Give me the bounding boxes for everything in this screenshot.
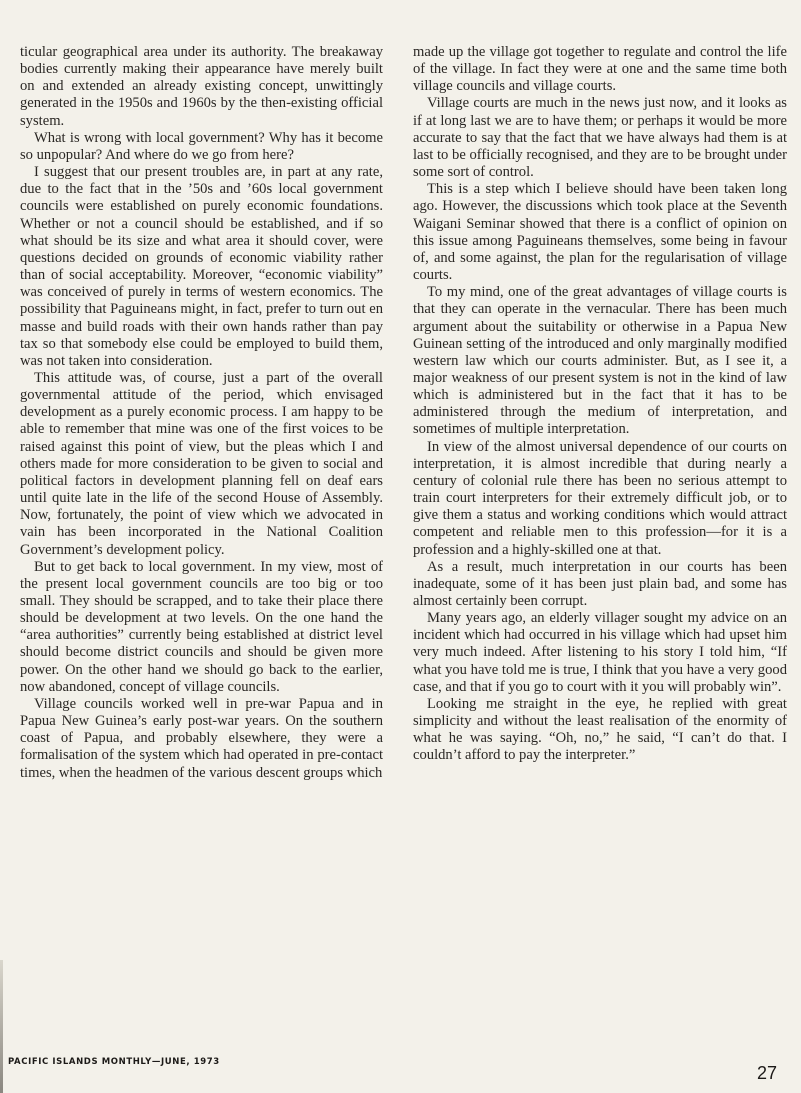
paragraph: Many years ago, an elderly villager sought my advice on an incident which had occurred in his village which had upset him very much indeed. After listening to his story I told him, “If what you have told me is true, I think that you have a very good case, and that if you go to court with it you will probably win”.: [413, 610, 787, 695]
page-number: 27: [757, 1063, 778, 1083]
paragraph: made up the village got together to regulate and control the life of the village. In fact they were at one and the same time both village councils and village courts.: [413, 44, 787, 95]
paragraph: I suggest that our present troubles are, in part at any rate, due to the fact that in the ’50s and ’60s local government councils were established on purely economic foundations. Whether or not a council should be established, and if so what should be its size and what area it should cover, were questions decided on grounds of economic viability rather than of social acceptability. Moreover, “economic viability” was conceived of purely in terms of western economics. The possibility that Paguineans might, in fact, prefer to turn out en masse and build roads with their own hands rather than pay tax so that somebody else could be employed to build them, was not taken into consideration.: [20, 164, 383, 369]
scan-edge-shadow: [0, 960, 3, 1093]
paragraph: But to get back to local government. In my view, most of the present local government councils are too big or too small. They should be scrapped, and to take their place there should be development at two levels. On the one hand the “area authorities” currently being established at district level should become district councils and should be given more power. On the other hand we should go back to the earlier, now abandoned, concept of village councils.: [20, 558, 383, 695]
paragraph: ticular geographical area under its authority. The breakaway bodies currently making their appearance have merely built on and extended an already existing concept, unwittingly generated in the 1950s and 1960s by the then-existing official system.: [20, 44, 383, 129]
paragraph: Looking me straight in the eye, he replied with great simplicity and without the least realisation of the enormity of what he was saying. “Oh, no,” he said, “I can’t do that. I couldn’t afford to pay the interpreter.”: [413, 695, 787, 764]
right-text-column: [413, 44, 787, 765]
paragraph: As a result, much interpretation in our courts has been inadequate, some of it has been just plain bad, and some has almost certainly been corrupt.: [413, 558, 787, 609]
left-text-column: [20, 44, 383, 782]
paragraph: In view of the almost universal dependence of our courts on interpretation, it is almost incredible that during nearly a century of colonial rule there has been no serious attempt to train court interpreters for their extremely difficult job, or to give them a status and working conditions which would attract competent and reliable men to this profession—for it is a profession and a highly-skilled one at that.: [413, 438, 787, 558]
paragraph: What is wrong with local government? Why has it become so unpopular? And where do we go from here?: [20, 129, 383, 163]
paragraph: Village councils worked well in pre-war Papua and in Papua New Guinea’s early post-war years. On the southern coast of Papua, and probably elsewhere, they were a formalisation of the system which had operated in pre-contact times, when the headmen of the various descent groups which: [20, 695, 383, 781]
paragraph: This is a step which I believe should have been taken long ago. However, the discussions which took place at the Seventh Waigani Seminar showed that there is a conflict of opinion on this issue among Paguineans themselves, some being in favour of, and some against, the plan for the regularisation of village courts.: [413, 181, 787, 284]
paragraph: Village courts are much in the news just now, and it looks as if at long last we are to have them; or perhaps it would be more accurate to say that the fact that we have always had them is at last to be officially recognised, and they are to be brought under some sort of control.: [413, 95, 787, 181]
paragraph: To my mind, one of the great advantages of village courts is that they can operate in the vernacular. There has been much argument about the suitability or otherwise in a Papua New Guinean setting of the introduced and only marginally modified western law which our courts administer. But, as I see it, a major weakness of our present system is not in the kind of law which is administered but in the fact that it has to be administered through the medium of interpretation, and sometimes of multiple interpretation.: [413, 284, 787, 438]
footer-publication: PACIFIC ISLANDS MONTHLY—JUNE, 1973: [8, 1057, 220, 1067]
paragraph: This attitude was, of course, just a part of the overall governmental attitude of the period, which envisaged development as a purely economic process. I am happy to be able to remember that mine was one of the first voices to be raised against this point of view, but the pleas which I and others made for more consideration to be given to social and political factors in development planning fell on deaf ears until quite late in the life of the second House of Assembly. Now, fortunately, the point of view which we advocated in vain has been incorporated in the National Coalition Government’s development policy.: [20, 369, 383, 558]
